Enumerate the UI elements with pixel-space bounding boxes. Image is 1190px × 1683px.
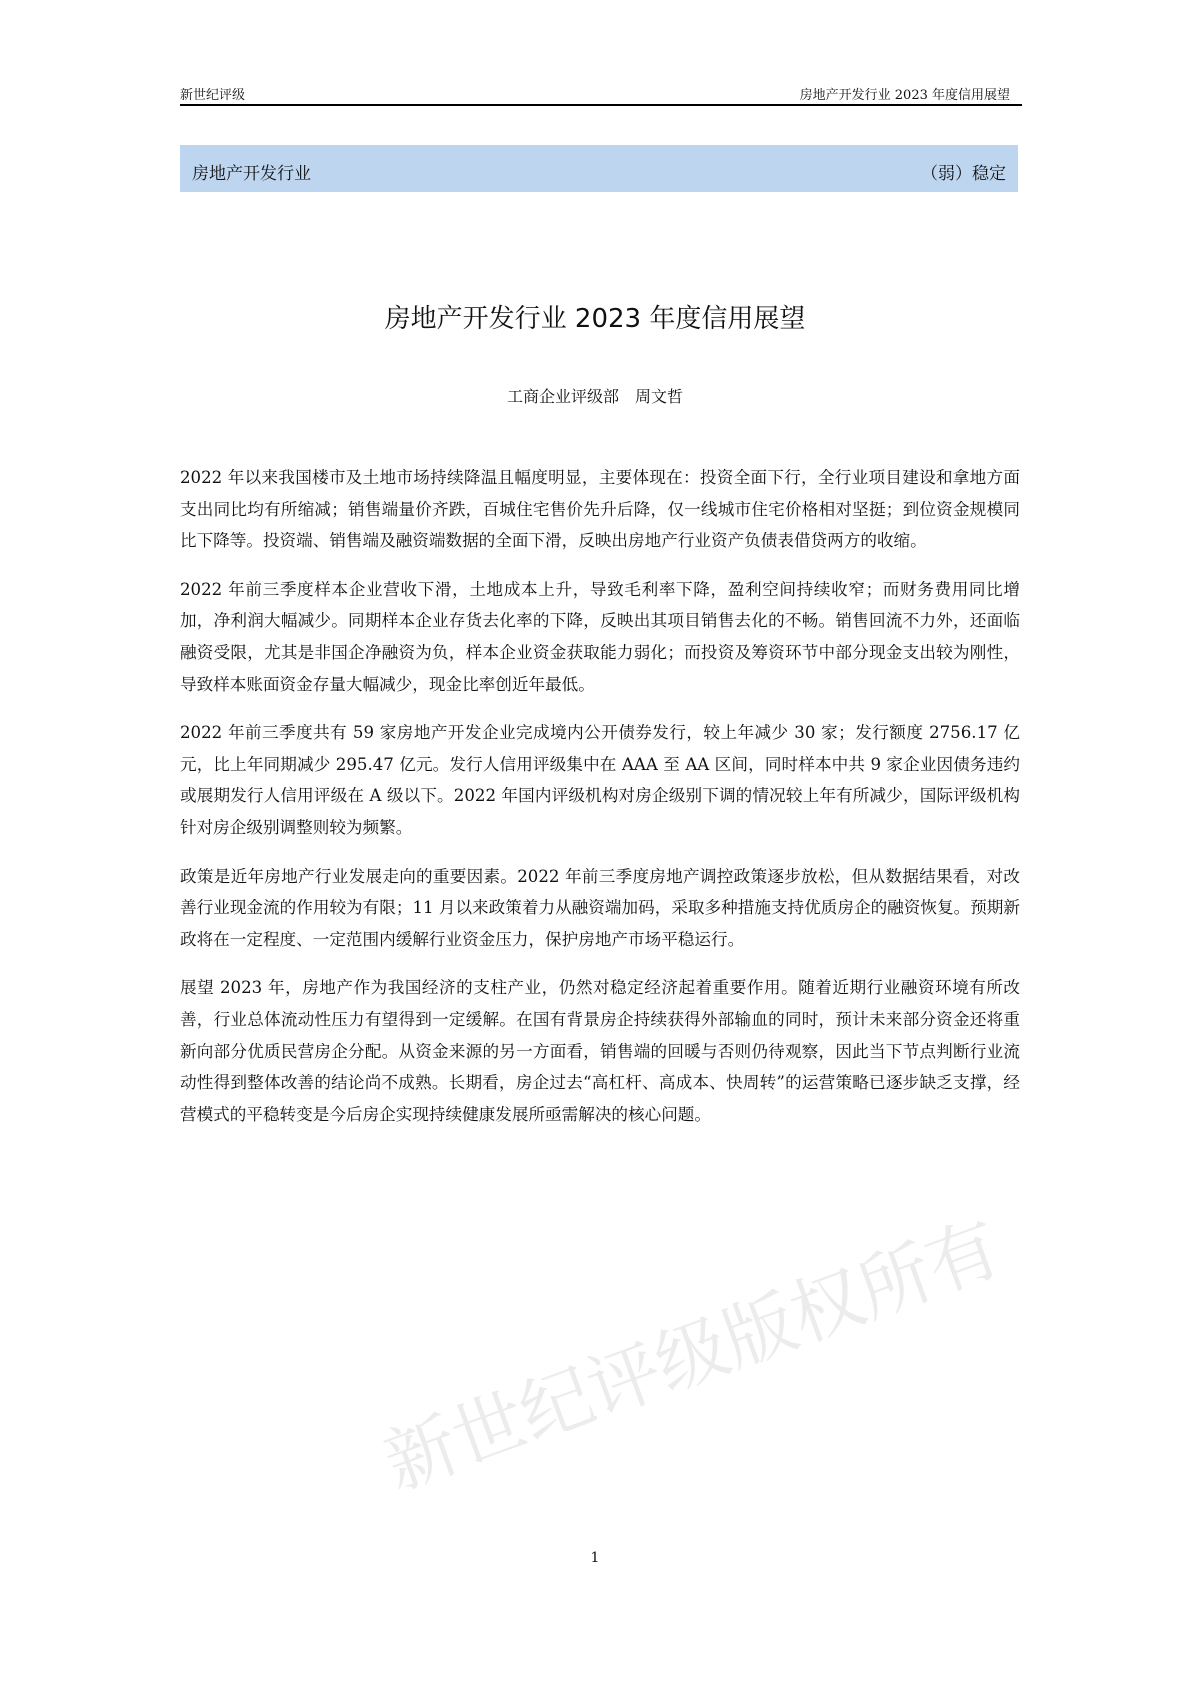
body-text [180,462,1020,1147]
author: 工商企业评级部 周文哲 [506,387,683,406]
paragraph: 2022 年前三季度样本企业营收下滑，土地成本上升，导致毛利率下降，盈利空间持续收窄；而财务费用同比增加，净利润大幅减少。同期样本企业存货去化率的下降，反映出其项目销售去化的不畅。销售回流不力外，还面临融资受限，尤其是非国企净融资为负，样本企业资金获取能力弱化；而投资及筹资环节中部分现金支出较为刚性，导致样本账面资金存量大幅减少，现金比率创近年最低。 [180,579,1020,694]
header-left: 新世纪评级 [180,88,246,103]
paragraph: 2022 年以来我国楼市及土地市场持续降温且幅度明显，主要体现在：投资全面下行，全行业项目建设和拿地方面支出同比均有所缩减；销售端量价齐跌，百城住宅售价先升后降，仅一线城市住宅价格相对坚挺；到位资金规模同比下降等。投资端、销售端及融资端数据的全面下滑，反映出房地产行业资产负债表借贷两方的收缩。 [180,468,1020,551]
page-title: 房地产开发行业 2023 年度信用展望 [384,304,806,334]
paragraph: 展望 2023 年，房地产作为我国经济的支柱产业，仍然对稳定经济起着重要作用。随着近期行业融资环境有所改善，行业总体流动性压力有望得到一定缓解。在国有背景房企持续获得外部输血的同时，预计未来部分资金还将重新向部分优质民营房企分配。从资金来源的另一方面看，销售端的回暖与否则仍待观察，因此当下节点判断行业流动性得到整体改善的结论尚不成熟。长期看，房企过去“高杠杆、高成本、快周转”的运营策略已逐步缺乏支撑，经营模式的平稳转变是今后房企实现持续健康发展所亟需解决的核心问题。 [180,978,1020,1124]
paragraph: 2022 年前三季度共有 59 家房地产开发企业完成境内公开债券发行，较上年减少 30 家；发行额度 2756.17 亿元，比上年同期减少 295.47 亿元。发行人信用评级集中在 AAA 至 AA 区间，同时样本中共 9 家企业因债务违约或展期发行人信用评级在 A 级以下。2022 年国内评级机构对房企级别下调的情况较上年有所减少，国际评级机构针对房企级别调整则较为频繁。 [180,723,1020,837]
paragraph: 政策是近年房地产行业发展走向的重要因素。2022 年前三季度房地产调控政策逐步放松，但从数据结果看，对改善行业现金流的作用较为有限；11 月以来政策着力从融资端加码，采取多种措施支持优质房企的融资恢复。预期新政将在一定程度、一定范围内缓解行业资金压力，保护房地产市场平稳运行。 [180,866,1020,949]
industry-band [180,145,1018,192]
industry-label: 房地产开发行业 [192,164,311,184]
header-right: 房地产开发行业 2023 年度信用展望 [799,88,1010,103]
outlook-label: （弱）稳定 [921,164,1006,184]
watermark: 新世纪评级版权所有 [373,1205,1011,1506]
page-number: 1 [590,1550,600,1566]
header-divider [180,104,1022,106]
